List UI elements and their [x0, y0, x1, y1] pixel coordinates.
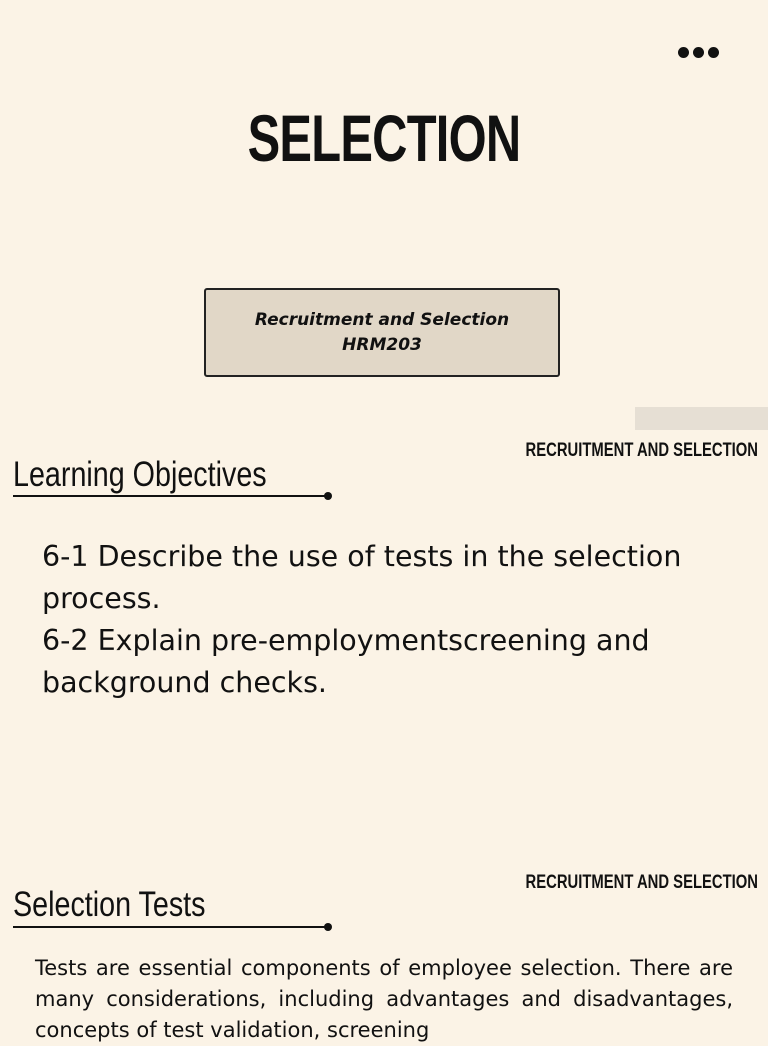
- section-heading-learning-objectives: Learning Objectives: [13, 455, 267, 494]
- objectives-list: [42, 536, 732, 704]
- course-info-box: [204, 288, 560, 377]
- dot: [678, 47, 689, 58]
- course-code: HRM203: [342, 334, 422, 355]
- dot: [708, 47, 719, 58]
- course-name: Recruitment and Selection: [254, 309, 510, 330]
- objective-item: 6-1 Describe the use of tests in the selection process.: [42, 540, 682, 615]
- more-options-icon[interactable]: [678, 47, 726, 61]
- objective-item: 6-2 Explain pre-employmentscreening and background checks.: [42, 624, 650, 699]
- page-title: SELECTION: [247, 101, 521, 175]
- heading-underline: [13, 495, 328, 497]
- heading-underline: [13, 926, 328, 928]
- section-tag: RECRUITMENT AND SELECTION: [525, 872, 758, 893]
- dot: [693, 47, 704, 58]
- section-body-text: Tests are essential components of employee selection. There are many considerations, including advantages and disadvantages, concepts of test validation, screening: [35, 956, 733, 1042]
- section-tag: RECRUITMENT AND SELECTION: [525, 440, 758, 461]
- section-heading-selection-tests: Selection Tests: [13, 885, 206, 924]
- decorative-bar: [635, 407, 768, 430]
